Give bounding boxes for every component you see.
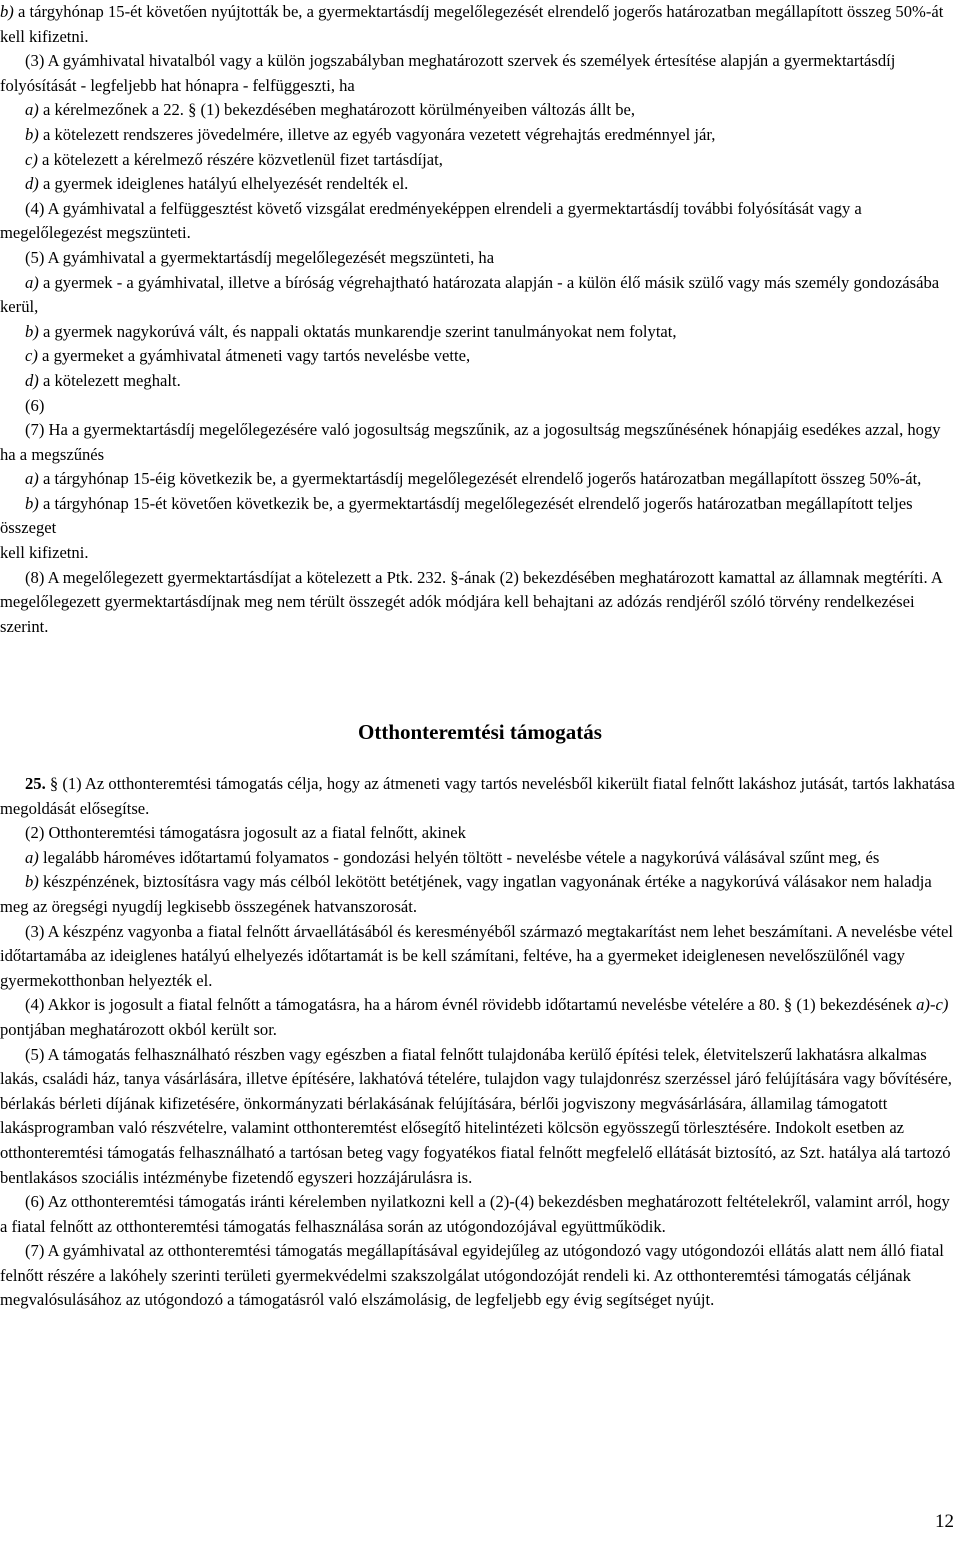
paragraph xyxy=(0,467,956,492)
paragraph xyxy=(0,25,956,50)
paragraph-text: a kötelezett rendszeres jövedelmére, illetve az egyéb vagyonára vezetett végrehajtás eredménnyel jár, xyxy=(38,124,716,144)
paragraph xyxy=(0,1190,956,1239)
page-number: 12 xyxy=(935,1511,954,1532)
paragraph xyxy=(0,541,956,566)
paragraph xyxy=(0,271,956,320)
paragraph xyxy=(0,566,956,640)
paragraph xyxy=(0,344,956,369)
point-marker: c) xyxy=(25,346,38,366)
paragraph xyxy=(0,418,956,467)
text-section-bottom xyxy=(0,772,956,1313)
paragraph xyxy=(0,172,956,197)
paragraph-text: kell kifizetni. xyxy=(0,543,89,563)
paragraph-text: (3) A készpénz vagyonba a fiatal felnőtt árvaellátásából és keresményéből származó megtakarítást nem lehet beszámítani. A nevelésbe vétel időtartamába az ideiglenes hatályú elhelyezés időtartamát is be kell számítani, feltéve, ha a gyermeket ideiglenesen nevelőszülőnél vagy gyermekotthonban helyezték el. xyxy=(0,921,953,990)
paragraph-text: a gyermeket a gyámhivatal átmeneti vagy tartós nevelésbe vette, xyxy=(37,346,471,366)
paragraph-text: (6) xyxy=(25,395,45,415)
paragraph-text: (8) A megelőlegezett gyermektartásdíjat a kötelezett a Ptk. 232. §-ának (2) bekezdésében meghatározott kamattal az államnak megtéríti. A megelőlegezett gyermektartásdíjnak meg nem térült összegét adók módjára kell behajtani az adózás rendjéről szóló törvény rendelkezései szerint. xyxy=(0,567,942,636)
paragraph xyxy=(0,0,956,25)
point-marker: a)-c) xyxy=(916,995,949,1015)
paragraph xyxy=(0,246,956,271)
paragraph xyxy=(0,1239,956,1313)
paragraph xyxy=(0,870,956,919)
paragraph xyxy=(0,846,956,871)
paragraph-text: készpénzének, biztosításra vagy más célból lekötött betétjének, vagy ingatlan vagyonának értéke a nagykorúvá válásakor nem haladja meg az öregségi nyugdíj legkisebb összegének hatvanszorosát. xyxy=(0,872,932,916)
paragraph-text: a gyermek nagykorúvá vált, és nappali oktatás munkarendje szerint tanulmányokat nem folytat, xyxy=(38,321,677,341)
paragraph xyxy=(0,369,956,394)
paragraph-text: a kérelmezőnek a 22. § (1) bekezdésében meghatározott körülményeiben változás állt be, xyxy=(38,100,636,120)
paragraph xyxy=(0,123,956,148)
paragraph-text: a kötelezett a kérelmező részére közvetlenül fizet tartásdíjat, xyxy=(37,149,443,169)
paragraph-text: (2) Otthonteremtési támogatásra jogosult az a fiatal felnőtt, akinek xyxy=(25,823,466,843)
point-marker: b) xyxy=(25,321,39,341)
paragraph-text: (6) Az otthonteremtési támogatás iránti kérelemben nyilatkozni kell a (2)-(4) bekezdésben meghatározott feltételekről, valamint arról, hogy a fiatal felnőtt az otthonteremtési támogatás felhasználása során az utógondozójával együttműködik. xyxy=(0,1192,950,1236)
point-marker: b) xyxy=(25,493,39,513)
point-marker: c) xyxy=(25,149,38,169)
point-marker: a) xyxy=(25,847,39,867)
paragraph-text: a tárgyhónap 15-éig következik be, a gyermektartásdíj megelőlegezését elrendelő jogerős határozatban megállapított összeg 50%-át, xyxy=(38,469,922,489)
section-heading: Otthonteremtési támogatás xyxy=(358,720,602,744)
point-marker: d) xyxy=(25,370,39,390)
point-marker: a) xyxy=(25,272,39,292)
point-marker: b) xyxy=(25,124,39,144)
paragraph-text: (5) A támogatás felhasználható részben vagy egészben a fiatal felnőtt tulajdonába kerülő építési telek, életvitelszerű lakhatásra alkalmas lakás, családi ház, tanya vásárlására, illetve építésére, lakhatóvá tételére, tulajdon vagy tulajdonrész szerzéssel járó felújítására vagy bővítésére, bérlakás bérleti díjának kifizetésére, önkormányzati bérlakásának felújítására, bérlői jogviszony megvásárlására, államilag támogatott lakásprogramban való részvételre, valamint otthonteremtést elősegítő hitelintézeti kölcsön egyösszegű törlesztésére. Indokolt esetben az otthonteremtési támogatás felhasználható a tartósan beteg vagy fogyatékos fiatal felnőtt megfelelő ellátását biztosító, az Szt. hatálya alá tartozó bentlakásos szociális intézménybe fizetendő egyszeri hozzájárulásra is. xyxy=(0,1044,952,1187)
paragraph-text: legalább hároméves időtartamú folyamatos - gondozási helyén töltött - nevelésbe vétele a nagykorúvá válásával szűnt meg, és xyxy=(38,847,880,867)
point-marker: b) xyxy=(0,2,14,21)
paragraph-text: (7) Ha a gyermektartásdíj megelőlegezésére való jogosultság megszűnik, az a jogosultság megszűnésének hónapjáig esedékes azzal, hogy ha a megszűnés xyxy=(0,420,941,464)
paragraph-text: a tárgyhónap 15-ét követően következik be, a gyermektartásdíj megelőlegezését elrendelő jogerős határozatban megállapított teljes összeget xyxy=(0,493,913,538)
paragraph xyxy=(0,492,956,541)
paragraph xyxy=(0,148,956,173)
paragraph-text: a gyermek - a gyámhivatal, illetve a bíróság végrehajtható határozata alapján - a külön élő másik szülő vagy más személy gondozásába kerül, xyxy=(0,272,940,317)
paragraph-text: a kötelezett meghalt. xyxy=(38,370,181,390)
text-section-top xyxy=(0,0,956,639)
paragraph-text: (3) A gyámhivatal hivatalból vagy a külön jogszabályban meghatározott szervek és személyek értesítése alapján a gyermektartásdíj folyósítását - legfeljebb hat hónapra - felfüggeszti, ha xyxy=(0,51,896,95)
paragraph-text: § (1) Az otthonteremtési támogatás célja, hogy az átmeneti vagy tartós nevelésből kikerült fiatal felnőtt lakáshoz jutását, tartós lakhatása megoldását elősegítse. xyxy=(0,774,955,818)
paragraph-text: (7) A gyámhivatal az otthonteremtési támogatás megállapításával egyidejűleg az utógondozó vagy utógondozói ellátás alatt nem álló fiatal felnőtt részére a lakóhely szerinti területi gyermekvédelmi szakszolgálat utógondozóját rendeli ki. Az otthonteremtési támogatás céljának megvalósulásához az utógondozó a támogatásról való elszámolásig, de legfeljebb egy évig segítséget nyújt. xyxy=(0,1241,944,1310)
paragraph xyxy=(0,920,956,994)
paragraph xyxy=(0,1043,956,1191)
paragraph xyxy=(0,993,956,1042)
paragraph xyxy=(0,320,956,345)
paragraph xyxy=(0,772,956,821)
paragraph xyxy=(0,197,956,246)
paragraph-text: pontjában meghatározott okból került sor. xyxy=(0,1019,277,1039)
point-marker: b) xyxy=(25,872,39,892)
paragraph xyxy=(0,394,956,419)
point-marker: a) xyxy=(25,100,39,120)
paragraph xyxy=(0,49,956,98)
paragraph-text: (4) Akkor is jogosult a fiatal felnőtt a támogatásra, ha a három évnél rövidebb időtartamú nevelésbe vételére a 80. § (1) bekezdésének xyxy=(25,995,917,1015)
paragraph-text: a gyermek ideiglenes hatályú elhelyezését rendelték el. xyxy=(38,174,409,194)
paragraph xyxy=(0,98,956,123)
point-marker: d) xyxy=(25,174,39,194)
paragraph xyxy=(0,821,956,846)
point-marker: a) xyxy=(25,469,39,489)
paragraph-text: (5) A gyámhivatal a gyermektartásdíj megelőlegezését megszünteti, ha xyxy=(25,247,495,267)
paragraph-text: (4) A gyámhivatal a felfüggesztést követő vizsgálat eredményeképpen elrendeli a gyermektartásdíj további folyósítását vagy a megelőlegezést megszünteti. xyxy=(0,198,862,243)
section-number: 25. xyxy=(25,774,46,793)
paragraph-text: kell kifizetni. xyxy=(0,26,89,46)
paragraph-text: a tárgyhónap 15-ét követően nyújtották be, a gyermektartásdíj megelőlegezését elrendelő jogerős határozatban megállapított összeg 50%-át xyxy=(13,2,944,21)
